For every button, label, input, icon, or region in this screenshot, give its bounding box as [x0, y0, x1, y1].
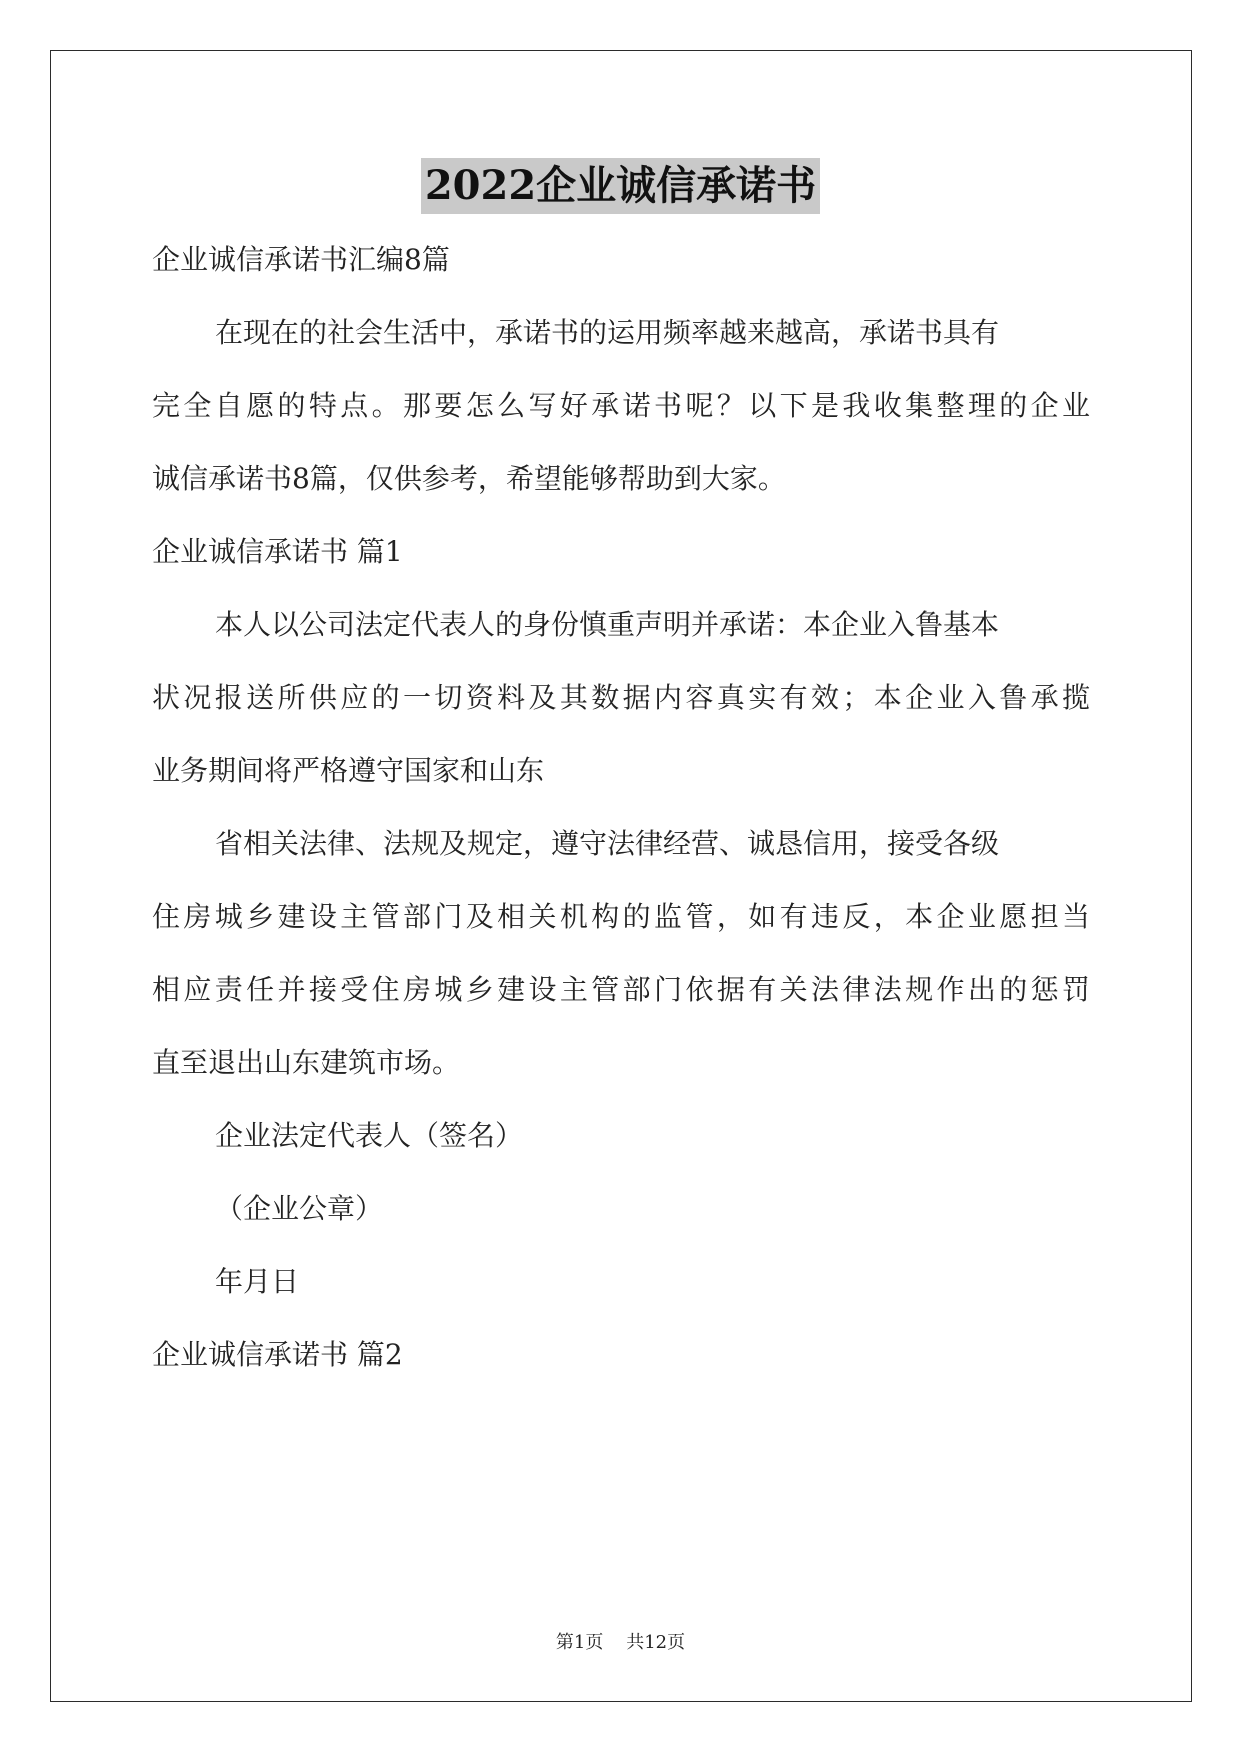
section1-paragraph2-line-4: 直至退出山东建筑市场。	[152, 1046, 461, 1079]
intro-paragraph-line-1: 在现在的社会生活中，承诺书的运用频率越来越高，承诺书具有	[215, 316, 1000, 349]
document-title: 2022企业诚信承诺书	[421, 158, 820, 214]
section1-paragraph2-line-2: 住房城乡建设主管部门及相关机构的监管，如有违反，本企业愿担当	[152, 900, 1090, 933]
collection-heading: 企业诚信承诺书汇编8篇	[152, 243, 450, 276]
seal-line: （企业公章）	[215, 1192, 384, 1225]
section-heading-2: 企业诚信承诺书 篇2	[152, 1338, 403, 1371]
date-line: 年月日	[215, 1265, 300, 1298]
section1-paragraph1-line-1: 本人以公司法定代表人的身份慎重声明并承诺：本企业入鲁基本	[215, 608, 1000, 641]
signature-line: 企业法定代表人（签名）	[215, 1119, 524, 1152]
section1-paragraph2-line-1: 省相关法律、法规及规定，遵守法律经营、诚恳信用，接受各级	[215, 827, 1000, 860]
section1-paragraph2-line-3: 相应责任并接受住房城乡建设主管部门依据有关法律法规作出的惩罚	[152, 973, 1090, 1006]
section1-paragraph1-line-3: 业务期间将严格遵守国家和山东	[152, 754, 545, 787]
page-footer: 第1页 共12页	[555, 1632, 686, 1653]
section-heading-1: 企业诚信承诺书 篇1	[152, 535, 403, 568]
section1-paragraph1-line-2: 状况报送所供应的一切资料及其数据内容真实有效；本企业入鲁承揽	[152, 681, 1090, 714]
intro-paragraph-line-3: 诚信承诺书8篇，仅供参考，希望能够帮助到大家。	[152, 462, 786, 495]
intro-paragraph-line-2: 完全自愿的特点。那要怎么写好承诺书呢？以下是我收集整理的企业	[152, 389, 1090, 422]
title-block	[0, 158, 1241, 214]
page-border	[50, 50, 1192, 1702]
